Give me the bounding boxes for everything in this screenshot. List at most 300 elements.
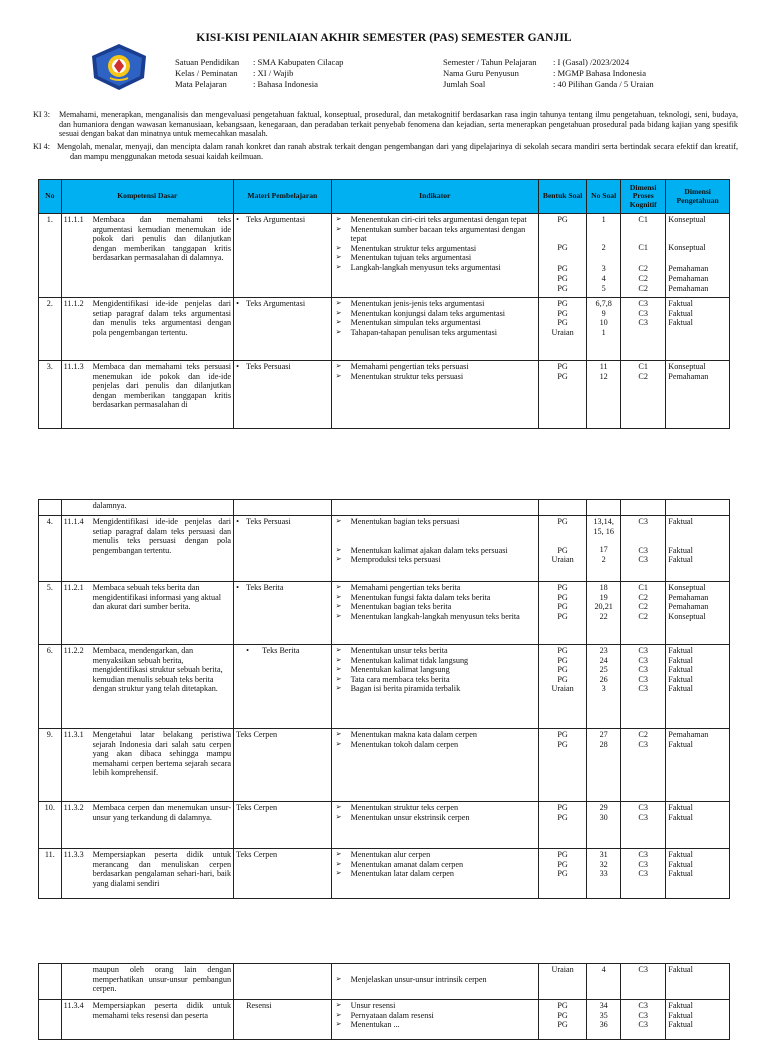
bentuk-value: Uraian	[551, 965, 574, 974]
nosoal-value: 4	[601, 273, 606, 283]
col-header-no: No	[39, 180, 62, 214]
materi-text: Teks Cerpen	[236, 850, 278, 859]
proses-value: C2	[638, 264, 648, 274]
table-row	[39, 298, 730, 361]
kd-code: 11.2.1	[63, 583, 84, 592]
indikator-cell	[331, 802, 538, 849]
pengetahuan-value: Pemahaman	[668, 273, 709, 283]
bentuk-value: PG	[557, 646, 568, 655]
nosoal-value: 11	[599, 362, 608, 371]
pengetahuan-cell	[666, 849, 730, 899]
proses-cell	[621, 964, 666, 1000]
indikator-item: ➢ Menentukan bagian teks persuasi	[334, 517, 536, 527]
bentuk-cell	[538, 802, 586, 849]
pengetahuan-cell	[666, 964, 730, 1000]
indikator-item: ➢ Tata cara membaca teks berita	[334, 675, 536, 685]
materi-cell: • Teks Berita	[234, 582, 332, 645]
kd-code: 11.1.3	[63, 362, 84, 371]
col-header-indikator: Indikator	[331, 180, 538, 214]
bentuk-value: PG	[557, 859, 568, 869]
pengetahuan-value: Faktual	[668, 1010, 693, 1020]
nosoal-value: 2	[601, 243, 606, 253]
proses-value: C3	[638, 655, 648, 665]
bentuk-value: PG	[557, 371, 568, 381]
col-header-bentuk: Bentuk Soal	[538, 180, 586, 214]
indikator-item: ➢ Menentukan latar dalam cerpen	[334, 869, 536, 879]
nosoal-value: 12	[599, 371, 608, 381]
indikator-item: ➢ Menentukan struktur teks persuasi	[334, 372, 536, 382]
bentuk-value: PG	[557, 215, 568, 224]
materi-cell: • Teks Argumentasi	[234, 214, 332, 298]
nosoal-value: 23	[599, 646, 608, 655]
nosoal-value: 27	[599, 730, 608, 739]
pengetahuan-value: Faktual	[668, 665, 693, 675]
row-number	[39, 964, 62, 1000]
materi-text: Teks Persuasi	[246, 362, 291, 371]
proses-value: C3	[638, 646, 648, 655]
bentuk-value: PG	[557, 803, 568, 812]
bentuk-value: PG	[557, 362, 568, 371]
proses-value: C3	[638, 545, 648, 555]
pengetahuan-value: Faktual	[668, 812, 693, 822]
kd-code: 11.3.3	[63, 850, 84, 859]
proses-value: C3	[638, 739, 648, 749]
kd-cell	[61, 849, 233, 899]
pengetahuan-value: Pemahaman	[668, 592, 709, 602]
kd-cell	[61, 1000, 233, 1040]
info-value: : 40 Pilihan Ganda / 5 Uraian	[553, 79, 654, 89]
kd-text: Mempersiapkan peserta didik untuk memahami teks resensi dan peserta	[92, 1001, 232, 1020]
pengetahuan-value: Faktual	[668, 869, 693, 879]
indikator-item: ➢ Menentukan konjungsi dalam teks argumentasi	[334, 309, 536, 319]
proses-value: C3	[638, 850, 648, 859]
page-3-clip	[0, 963, 768, 1030]
indikator-item: ➢ Memahami pengertian teks persuasi	[334, 362, 536, 372]
nosoal-value: 19	[599, 592, 608, 602]
pengetahuan-value: Faktual	[668, 299, 693, 308]
indikator-cell	[331, 849, 538, 899]
row-number	[39, 500, 62, 516]
pengetahuan-value: Faktual	[668, 308, 693, 318]
bentuk-value: PG	[557, 308, 568, 318]
bentuk-cell	[538, 1000, 586, 1040]
nosoal-value: 35	[599, 1010, 608, 1020]
table-row	[39, 1000, 730, 1040]
indikator-item: ➢ Menentukan fungsi fakta dalam teks berita	[334, 593, 536, 603]
pengetahuan-value: Faktual	[668, 646, 693, 655]
materi-text: Teks Cerpen	[236, 803, 278, 812]
materi-text: Teks Argumentasi	[246, 215, 306, 224]
bentuk-value: PG	[557, 850, 568, 859]
materi-cell: • Teks Persuasi	[234, 516, 332, 582]
table-row	[39, 500, 730, 516]
kd-text: Mempersiapkan peserta didik untuk merancang dan menuliskan cerpen berdasarkan pengalaman sehari-hari, baik yang dialami sendiri	[92, 850, 232, 888]
nosoal-value: 1	[601, 215, 606, 224]
pengetahuan-value: Pemahaman	[668, 371, 709, 381]
nosoal-cell	[587, 802, 621, 849]
nosoal-value: 34	[599, 1001, 608, 1010]
school-info	[175, 57, 343, 90]
indikator-item: ➢ Menentukan struktur teks argumentasi	[334, 244, 536, 254]
pengetahuan-value: Pemahaman	[668, 602, 709, 612]
indikator-item: ➢ Menentukan ...	[334, 1020, 536, 1030]
bentuk-value: PG	[557, 545, 568, 555]
bentuk-value: PG	[557, 592, 568, 602]
kd-text: dalamnya.	[92, 501, 127, 510]
kd-cell	[61, 214, 233, 298]
proses-value: C1	[638, 583, 648, 592]
indikator-item: ➢ Pernyataan dalam resensi	[334, 1011, 536, 1021]
table-row	[39, 214, 730, 298]
proses-cell	[621, 582, 666, 645]
nosoal-value: 3	[601, 264, 606, 274]
ki-3	[33, 110, 738, 139]
proses-value: C2	[638, 730, 648, 739]
materi-text: Teks Argumentasi	[246, 299, 306, 308]
kd-cell	[61, 298, 233, 361]
materi-cell	[234, 964, 332, 1000]
proses-value: C1	[638, 215, 648, 224]
kd-cell	[61, 500, 233, 516]
table-row	[39, 964, 730, 1000]
pengetahuan-value: Faktual	[668, 739, 693, 749]
proses-value: C3	[638, 965, 648, 974]
materi-cell: • Teks Berita	[234, 645, 332, 729]
bentuk-value: PG	[557, 611, 568, 621]
proses-value: C3	[638, 1010, 648, 1020]
indikator-item: ➢ Menentukan sumber bacaan teks argumentasi dengan tepat	[334, 225, 536, 244]
nosoal-value: 4	[601, 965, 606, 974]
materi-text: Teks Cerpen	[236, 730, 278, 739]
bentuk-value: PG	[557, 299, 568, 308]
kd-cell	[61, 516, 233, 582]
nosoal-value: 22	[599, 611, 608, 621]
bentuk-value: PG	[557, 665, 568, 675]
info-label: Kelas / Peminatan	[175, 68, 238, 78]
kisi-kisi-table-part-3	[38, 963, 730, 1040]
row-number: 6.	[39, 645, 62, 729]
bentuk-value: PG	[557, 869, 568, 879]
proses-value: C2	[638, 592, 648, 602]
kd-cell	[61, 582, 233, 645]
indikator-item: ➢ Langkah-langkah menyusun teks argumentasi	[334, 263, 536, 273]
materi-text: Teks Persuasi	[246, 517, 291, 526]
pengetahuan-value: Faktual	[668, 655, 693, 665]
proses-value: C1	[638, 243, 648, 253]
indikator-item: ➢ Menentukan tokoh dalam cerpen	[334, 740, 536, 750]
bentuk-value: PG	[557, 318, 568, 328]
info-value: : I (Gasal) /2023/2024	[553, 57, 630, 67]
pengetahuan-value: Faktual	[668, 803, 693, 812]
proses-cell	[621, 645, 666, 729]
bentuk-value: PG	[557, 273, 568, 283]
col-header-proses: Dimensi Proses Kognitif	[621, 180, 666, 214]
pengetahuan-value: Faktual	[668, 545, 693, 555]
bentuk-cell	[538, 361, 586, 429]
pengetahuan-cell	[666, 582, 730, 645]
col-header-nosoal: No Soal	[587, 180, 621, 214]
proses-cell	[621, 729, 666, 802]
proses-value: C3	[638, 299, 648, 308]
proses-value: C2	[638, 371, 648, 381]
bentuk-cell	[538, 516, 586, 582]
indikator-item: ➢ Menentukan unsur teks berita	[334, 646, 536, 656]
row-number: 5.	[39, 582, 62, 645]
nosoal-cell	[587, 645, 621, 729]
proses-value: C3	[638, 318, 648, 328]
pengetahuan-value: Faktual	[668, 1001, 693, 1010]
table-row	[39, 516, 730, 582]
bentuk-value: PG	[557, 1010, 568, 1020]
indikator-cell	[331, 729, 538, 802]
pengetahuan-value: Faktual	[668, 555, 693, 565]
row-number: 11.	[39, 849, 62, 899]
nosoal-cell	[587, 516, 621, 582]
ki-4	[33, 142, 738, 161]
pengetahuan-value: Konseptual	[668, 215, 706, 224]
indikator-item: ➢ Menentukan kalimat langsung	[334, 665, 536, 675]
nosoal-value: 31	[599, 850, 608, 859]
kd-text: Mengidentifikasi ide-ide penjelas dari setiap paragraf dalam teks argumentasi dan menulis teks argumentasi dengan pola pengembangan tertentu.	[92, 299, 232, 337]
kd-code: 11.3.4	[63, 1001, 84, 1010]
pengetahuan-value: Pemahaman	[668, 283, 709, 293]
materi-text: Teks Berita	[246, 583, 284, 592]
bentuk-value: PG	[557, 739, 568, 749]
indikator-cell	[331, 500, 538, 516]
nosoal-value: 33	[599, 869, 608, 879]
proses-value: C3	[638, 517, 648, 526]
ki-label: KI 3:	[33, 110, 51, 119]
bentuk-value: PG	[557, 730, 568, 739]
bentuk-cell	[538, 500, 586, 516]
proses-value: C3	[638, 803, 648, 812]
pengetahuan-value: Faktual	[668, 859, 693, 869]
pengetahuan-value: Konseptual	[668, 243, 706, 253]
bentuk-cell	[538, 729, 586, 802]
kd-code: 11.1.1	[63, 215, 84, 224]
proses-cell	[621, 214, 666, 298]
ki-text: Memahami, menerapkan, menganalisis dan mengevaluasi pengetahuan faktual, konseptual, prosedural, dan metakognitif berdasarkan rasa ingin tahunya tentang ilmu pengetahuan, teknologi, seni, budaya, dan humaniora dengan wawasan kemanusiaan, kebangsaan, kenegaraan, dan peradaban terkait penyebab fenomena dan kejadian, serta menerapkan pengetahuan prosedural pada bidang kajian yang spesifik sesuai dengan bakat dan minatnya untuk memecahkan masalah.	[59, 110, 738, 139]
proses-value: C3	[638, 1020, 648, 1030]
info-label: Mata Pelajaran	[175, 79, 227, 89]
info-value: : MGMP Bahasa Indonesia	[553, 68, 647, 78]
info-label: Semester / Tahun Pelajaran	[443, 57, 537, 67]
pengetahuan-cell	[666, 214, 730, 298]
bentuk-value: Uraian	[551, 555, 574, 565]
indikator-item: ➢ Menentukan unsur ekstrinsik cerpen	[334, 813, 536, 823]
proses-cell	[621, 361, 666, 429]
bentuk-cell	[538, 298, 586, 361]
indikator-cell	[331, 1000, 538, 1040]
pengetahuan-value: Faktual	[668, 850, 693, 859]
proses-value: C2	[638, 283, 648, 293]
kd-text: Membaca cerpen dan menemukan unsur-unsur yang terkandung di dalamnya.	[92, 803, 232, 822]
indikator-item: ➢ Menentukan langkah-langkah menyusun teks berita	[334, 612, 536, 622]
nosoal-value: 30	[599, 812, 608, 822]
table-row	[39, 849, 730, 899]
row-number: 1.	[39, 214, 62, 298]
tut-wuri-handayani-logo	[88, 42, 150, 92]
indikator-cell	[331, 964, 538, 1000]
info-value: : Bahasa Indonesia	[253, 79, 318, 89]
materi-cell: • Teks Argumentasi	[234, 298, 332, 361]
indikator-item: ➢ Menentukan bagian teks berita	[334, 602, 536, 612]
nosoal-value: 24	[599, 655, 608, 665]
proses-cell	[621, 1000, 666, 1040]
proses-value: C2	[638, 602, 648, 612]
row-number: 10.	[39, 802, 62, 849]
bentuk-cell	[538, 645, 586, 729]
kd-cell	[61, 645, 233, 729]
indikator-cell	[331, 214, 538, 298]
row-number: 3.	[39, 361, 62, 429]
info-label: Satuan Pendidikan	[175, 57, 240, 67]
table-row	[39, 645, 730, 729]
table-row	[39, 802, 730, 849]
indikator-item: ➢ Menjelaskan unsur-unsur intrinsik cerpen	[334, 975, 536, 985]
indikator-item: ➢ Menentukan amanat dalam cerpen	[334, 860, 536, 870]
nosoal-value: 13,14,	[593, 517, 614, 526]
bentuk-value: PG	[557, 517, 568, 526]
nosoal-cell	[587, 361, 621, 429]
row-number: 4.	[39, 516, 62, 582]
table-row	[39, 582, 730, 645]
nosoal-value: 3	[601, 684, 606, 694]
nosoal-value: 32	[599, 859, 608, 869]
kd-cell	[61, 964, 233, 1000]
proses-value: C2	[638, 273, 648, 283]
bentuk-value: PG	[557, 283, 568, 293]
nosoal-value: 5	[601, 283, 606, 293]
pengetahuan-value: Pemahaman	[668, 730, 709, 739]
materi-text: Teks Berita	[262, 646, 300, 655]
nosoal-cell	[587, 964, 621, 1000]
nosoal-value: 36	[599, 1020, 608, 1030]
proses-value: C3	[638, 812, 648, 822]
row-number: 2.	[39, 298, 62, 361]
materi-cell	[234, 802, 332, 849]
bentuk-cell	[538, 214, 586, 298]
nosoal-cell	[587, 298, 621, 361]
proses-value: C3	[638, 308, 648, 318]
kisi-kisi-table-part-2	[38, 499, 730, 899]
nosoal-cell	[587, 729, 621, 802]
nosoal-value: 6,7,8	[595, 299, 612, 308]
kd-text: maupun oleh orang lain dengan memperhatikan unsur-unsur pembangun cerpen.	[92, 965, 232, 994]
indikator-item: ➢ Menentukan simpulan teks argumentasi	[334, 318, 536, 328]
bentuk-value: PG	[557, 264, 568, 274]
indikator-cell	[331, 361, 538, 429]
kd-code: 11.3.2	[63, 803, 84, 812]
proses-value: C3	[638, 555, 648, 565]
bentuk-cell	[538, 849, 586, 899]
bentuk-value: PG	[557, 602, 568, 612]
document-title: KISI-KISI PENILAIAN AKHIR SEMESTER (PAS) SEMESTER GANJIL	[196, 32, 572, 44]
col-header-pengetahuan: Dimensi Pengetahuan	[666, 180, 730, 214]
kd-text: Mengetahui latar belakang peristiwa sejarah Indonesia dari salah satu cerpen yang akan dibaca sehingga mampu memahami cerpen bertema sejarah secara lebih komprehensif.	[92, 730, 232, 778]
nosoal-value: 29	[599, 803, 608, 812]
pengetahuan-value: Konseptual	[668, 362, 706, 371]
kd-cell	[61, 361, 233, 429]
bentuk-value: PG	[557, 674, 568, 684]
indikator-item: ➢ Menentukan kalimat ajakan dalam teks persuasi	[334, 546, 536, 556]
bentuk-cell	[538, 582, 586, 645]
nosoal-cell	[587, 500, 621, 516]
kd-code: 11.1.4	[63, 517, 84, 526]
indikator-cell	[331, 516, 538, 582]
nosoal-value: 10	[599, 318, 608, 328]
info-value: : XI / Wajib	[253, 68, 294, 78]
row-number	[39, 1000, 62, 1040]
info-value: : SMA Kabupaten Cilacap	[253, 57, 344, 67]
pengetahuan-cell	[666, 500, 730, 516]
pengetahuan-cell	[666, 298, 730, 361]
indikator-item: ➢ Unsur resensi	[334, 1001, 536, 1011]
indikator-item: ➢ Memahami pengertian teks berita	[334, 583, 536, 593]
exam-info	[443, 57, 654, 90]
materi-cell: • Teks Persuasi	[234, 361, 332, 429]
nosoal-value: 15, 16	[593, 526, 614, 536]
indikator-item: ➢ Menenentukan ciri-ciri teks argumentasi dengan tepat	[334, 215, 536, 225]
nosoal-cell	[587, 214, 621, 298]
indikator-cell	[331, 298, 538, 361]
nosoal-cell	[587, 1000, 621, 1040]
materi-text: Resensi	[246, 1001, 272, 1010]
bentuk-value: PG	[557, 1020, 568, 1030]
bentuk-value: Uraian	[551, 684, 574, 694]
ki-text: Mengolah, menalar, menyaji, dan mencipta dalam ranah konkret dan ranah abstrak terkait dengan pengembangan dari yang dipelajarinya di sekolah secara mandiri serta bertindak secara efektif dan kreatif, dan mampu menggunakan metoda sesuai kaidah keilmuan.	[57, 142, 738, 161]
nosoal-value: 9	[601, 308, 606, 318]
nosoal-value: 28	[599, 739, 608, 749]
kd-text: Membaca dan memahami teks argumentasi kemudian menemukan ide pokok dari penulis dan dilanjutkan dengan memberikan tanggapan kritis berdasarkan permasalahan di dalamnya.	[92, 215, 232, 263]
indikator-item: ➢ Menentukan struktur teks cerpen	[334, 803, 536, 813]
bentuk-value: PG	[557, 1001, 568, 1010]
indikator-item: ➢ Menentukan alur cerpen	[334, 850, 536, 860]
nosoal-value: 2	[601, 554, 606, 564]
indikator-item: ➢ Menentukan jenis-jenis teks argumentasi	[334, 299, 536, 309]
indikator-cell	[331, 582, 538, 645]
proses-cell	[621, 298, 666, 361]
bentuk-cell	[538, 964, 586, 1000]
proses-cell	[621, 802, 666, 849]
pengetahuan-value: Faktual	[668, 674, 693, 684]
pengetahuan-value: Faktual	[668, 684, 693, 694]
kd-code: 11.3.1	[63, 730, 84, 739]
nosoal-cell	[587, 849, 621, 899]
indikator-item: ➢ Menentukan makna kata dalam cerpen	[334, 730, 536, 740]
ki-label: KI 4:	[33, 142, 51, 151]
row-number: 9.	[39, 729, 62, 802]
pengetahuan-value: Konseptual	[668, 611, 706, 621]
pengetahuan-cell	[666, 1000, 730, 1040]
nosoal-value: 26	[599, 674, 608, 684]
kd-text: Mengidentifikasi ide-ide penjelas dari setiap paragraf dalam teks persuasi dan menulis teks persuasi dengan pola pengembangan tertentu.	[92, 517, 232, 555]
bentuk-value: PG	[557, 243, 568, 253]
proses-value: C3	[638, 1001, 648, 1010]
materi-cell	[234, 729, 332, 802]
proses-cell	[621, 516, 666, 582]
pengetahuan-cell	[666, 516, 730, 582]
bentuk-value: PG	[557, 655, 568, 665]
bentuk-value: PG	[557, 583, 568, 592]
proses-cell	[621, 500, 666, 516]
proses-value: C3	[638, 859, 648, 869]
kd-text: Membaca sebuah teks berita dan mengidentifikasi informasi yang aktual dan akurat dari sumber berita.	[92, 583, 222, 612]
pengetahuan-value: Faktual	[668, 965, 693, 974]
nosoal-value: 25	[599, 665, 608, 675]
indikator-item: ➢ Menentukan kalimat tidak langsung	[334, 656, 536, 666]
info-label: Jumlah Soal	[443, 79, 486, 89]
